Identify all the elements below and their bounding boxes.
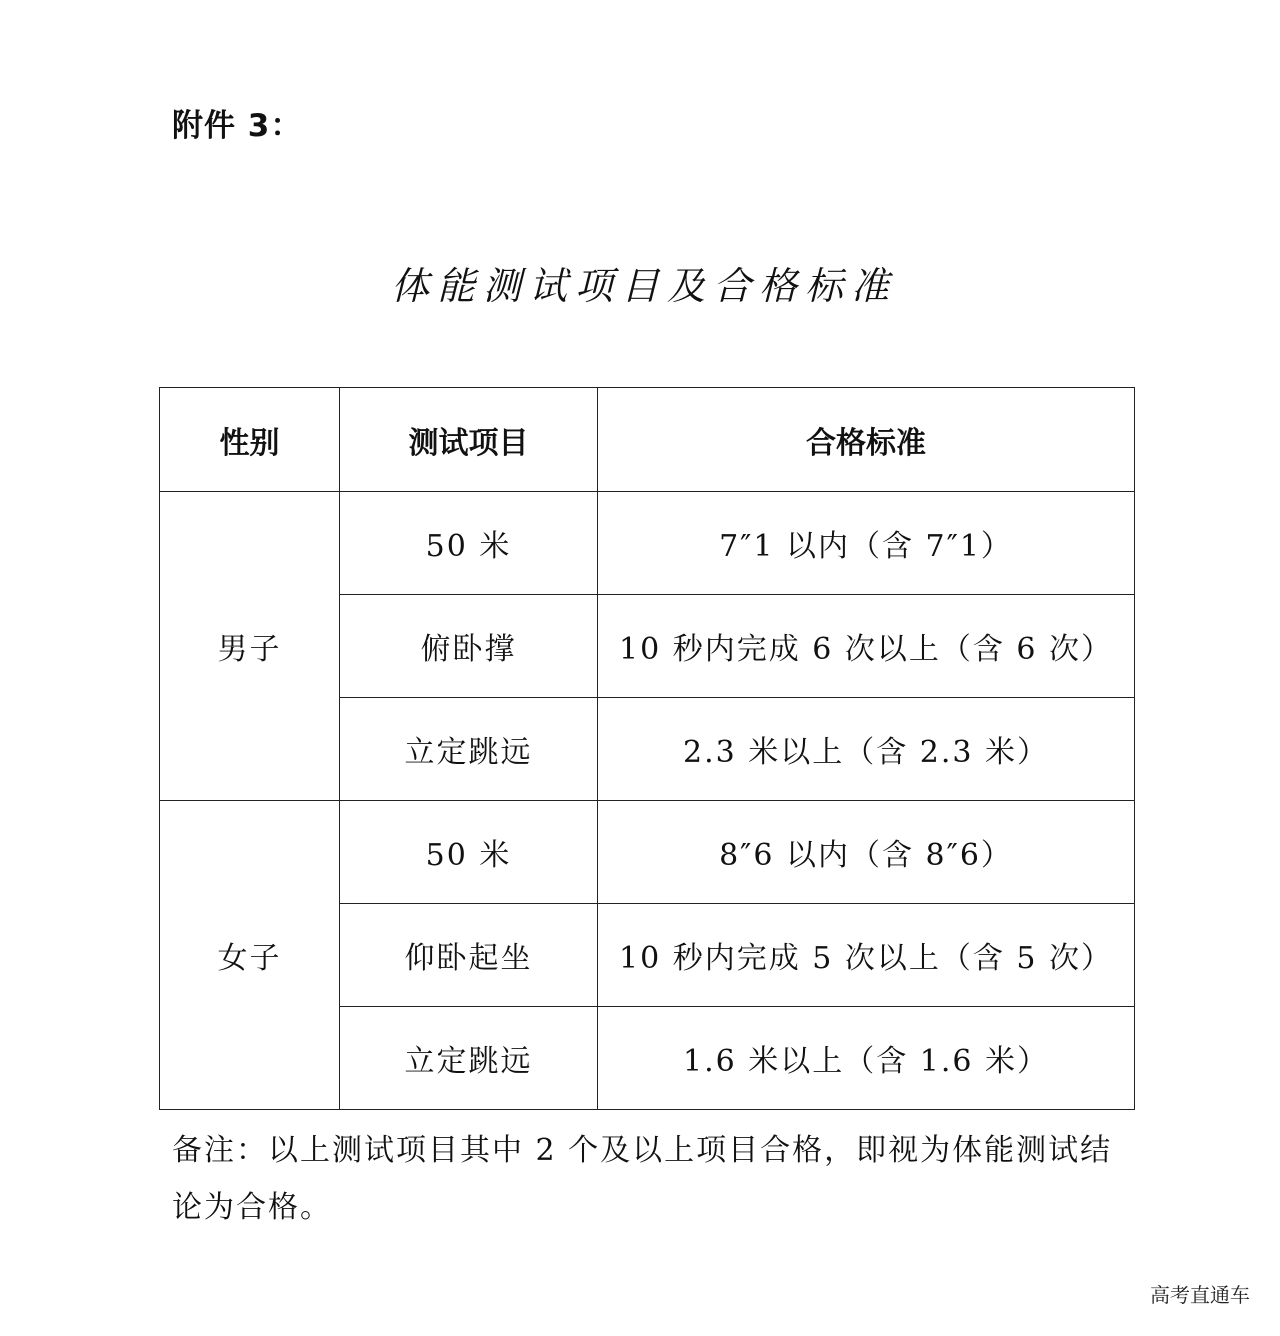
- standard-cell: 2.3 米以上（含 2.3 米）: [598, 698, 1135, 801]
- table-row: [160, 801, 1135, 904]
- standard-cell: 7″1 以内（含 7″1）: [598, 492, 1135, 595]
- test-item-cell: 俯卧撑: [340, 595, 598, 698]
- gender-cell-female: 女子: [160, 801, 340, 1110]
- standard-cell: 10 秒内完成 5 次以上（含 5 次）: [598, 904, 1135, 1007]
- header-standard: 合格标准: [598, 388, 1135, 492]
- standard-cell: 10 秒内完成 6 次以上（含 6 次）: [598, 595, 1135, 698]
- table-header-row: [160, 388, 1135, 492]
- remark-note: 备注：以上测试项目其中 2 个及以上项目合格，即视为体能测试结论为合格。: [172, 1133, 1113, 1225]
- test-item-cell: 立定跳远: [340, 698, 598, 801]
- test-item-cell: 50 米: [340, 801, 598, 904]
- document-title: 体能测试项目及合格标准: [390, 264, 897, 308]
- header-test-item: 测试项目: [340, 388, 598, 492]
- standard-cell: 8″6 以内（含 8″6）: [598, 801, 1135, 904]
- gender-cell-male: 男子: [160, 492, 340, 801]
- header-gender: 性别: [160, 388, 340, 492]
- attachment-label: 附件 3：: [172, 108, 303, 144]
- watermark-label: 高考直通车: [1150, 1283, 1250, 1307]
- fitness-standards-table: [159, 387, 1135, 1110]
- standard-cell: 1.6 米以上（含 1.6 米）: [598, 1007, 1135, 1110]
- test-item-cell: 立定跳远: [340, 1007, 598, 1110]
- test-item-cell: 50 米: [340, 492, 598, 595]
- test-item-cell: 仰卧起坐: [340, 904, 598, 1007]
- table-row: [160, 492, 1135, 595]
